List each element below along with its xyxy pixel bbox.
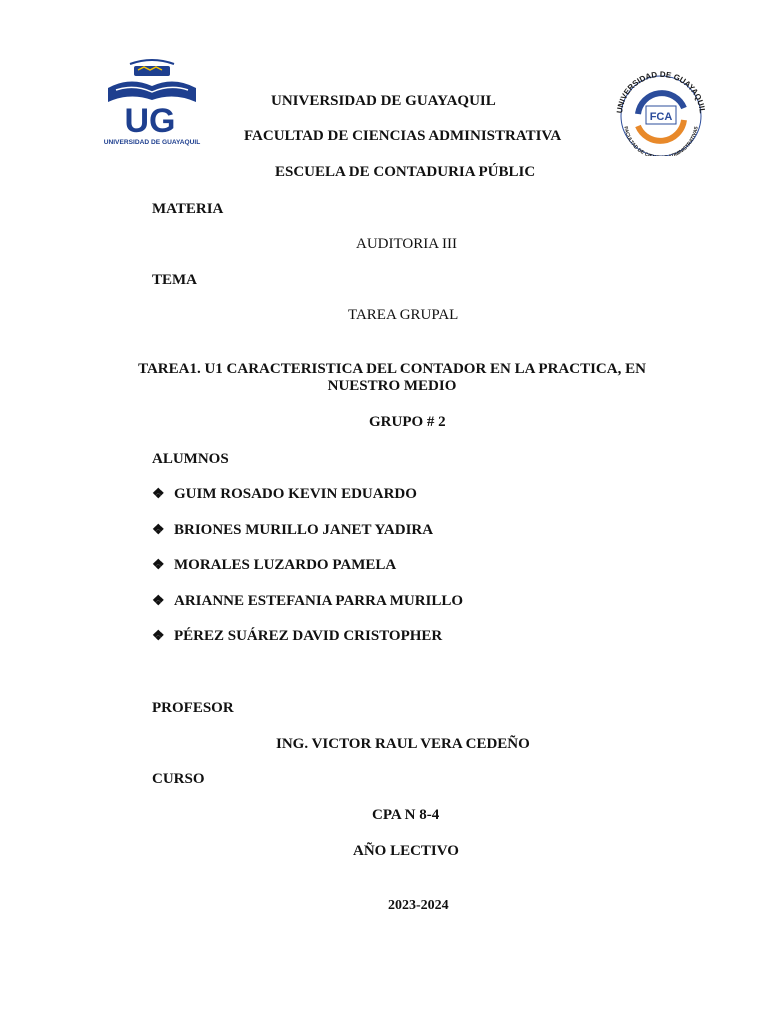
diamond-bullet-icon: ❖	[152, 523, 165, 538]
materia-value: AUDITORIA III	[356, 236, 457, 252]
faculty-heading: FACULTAD DE CIENCIAS ADMINISTRATIVA	[244, 128, 562, 144]
profesor-label: PROFESOR	[152, 700, 234, 716]
assignment-title-line1: TAREA1. U1 CARACTERISTICA DEL CONTADOR EN LA PRACTICA, EN	[138, 361, 646, 377]
group-number: GRUPO # 2	[369, 414, 446, 430]
tema-label: TEMA	[152, 272, 197, 288]
ug-initials: UG	[124, 102, 176, 140]
diamond-bullet-icon: ❖	[152, 594, 165, 609]
materia-label: MATERIA	[152, 201, 224, 217]
student-item	[152, 556, 396, 575]
university-heading: UNIVERSIDAD DE GUAYAQUIL	[271, 93, 496, 109]
curso-value: CPA N 8-4	[372, 807, 440, 823]
student-item	[152, 627, 442, 646]
profesor-name: ING. VICTOR RAUL VERA CEDEÑO	[276, 736, 530, 752]
student-name: GUIM ROSADO KEVIN EDUARDO	[174, 486, 417, 502]
student-name: BRIONES MURILLO JANET YADIRA	[174, 522, 434, 538]
alumnos-label: ALUMNOS	[152, 451, 229, 467]
assignment-title-line2: NUESTRO MEDIO	[327, 378, 457, 394]
diamond-bullet-icon: ❖	[152, 558, 165, 573]
diamond-bullet-icon: ❖	[152, 629, 165, 644]
student-item	[152, 592, 463, 611]
ug-logo	[90, 56, 214, 148]
fca-ring-bottom: FACULTAD DE CI DMINISTRATIVAS	[622, 125, 700, 156]
student-name: PÉREZ SUÁREZ DAVID CRISTOPHER	[174, 628, 443, 644]
fca-center-text: FCA	[649, 111, 673, 123]
fca-ring-top: UNIVERSIDAD DE GUAYAQUIL	[615, 69, 707, 114]
student-item	[152, 485, 417, 504]
ug-name: UNIVERSIDAD DE GUAYAQUIL	[103, 139, 201, 146]
student-name: ARIANNE ESTEFANIA PARRA MURILLO	[174, 593, 464, 609]
tema-value: TAREA GRUPAL	[348, 307, 459, 323]
student-name: MORALES LUZARDO PAMELA	[174, 557, 397, 573]
school-heading: ESCUELA DE CONTADURIA PÚBLIC	[275, 164, 536, 180]
student-item	[152, 521, 433, 540]
diamond-bullet-icon: ❖	[152, 487, 165, 502]
anio-lectivo-value: 2023-2024	[388, 898, 449, 913]
curso-label: CURSO	[152, 771, 205, 787]
fca-logo	[612, 68, 710, 156]
anio-lectivo-label: AÑO LECTIVO	[353, 843, 459, 859]
